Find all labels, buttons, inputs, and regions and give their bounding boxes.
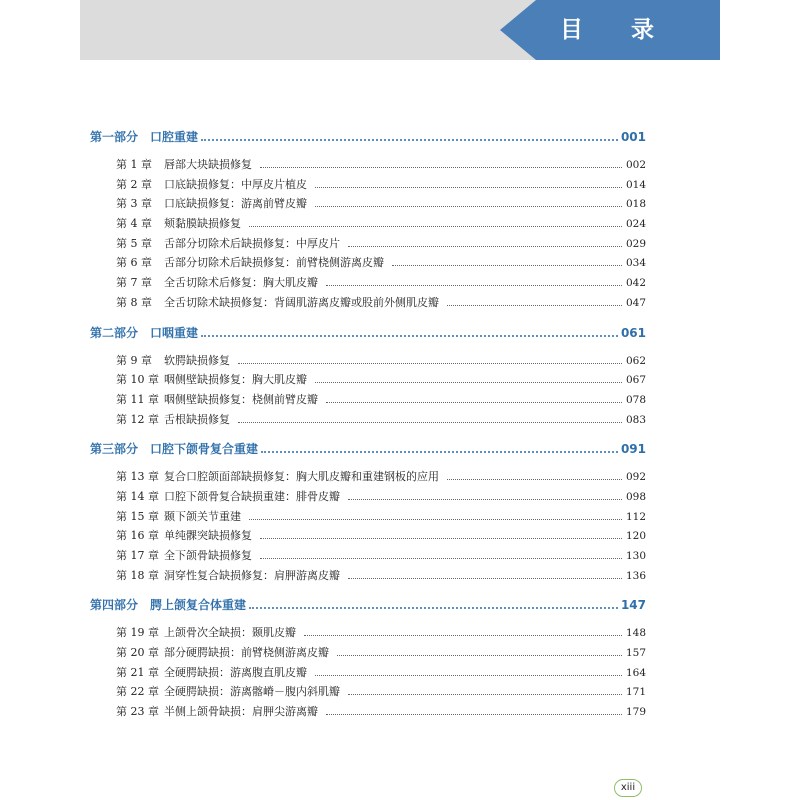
chapter-number: 第 14 章: [116, 489, 159, 503]
chapter-number: 第 22 章: [116, 685, 159, 699]
chapter-number: 第 1 章: [116, 158, 152, 171]
part-number: 第三部分: [90, 442, 139, 457]
chapter-entry[interactable]: [116, 643, 646, 663]
chapter-number: 第 3 章: [116, 197, 152, 211]
chapter-page: 098: [625, 490, 646, 503]
chapter-page: 157: [625, 647, 646, 660]
chapter-number: 第 4 章: [116, 217, 152, 231]
part-heading[interactable]: [90, 596, 646, 618]
dot-leader: [249, 519, 622, 520]
chapter-page: 067: [625, 374, 646, 387]
dot-leader: [260, 167, 622, 168]
chapter-page: 047: [625, 296, 646, 309]
dot-leader: [326, 714, 622, 715]
dot-leader: [249, 226, 622, 227]
dot-leader: [260, 558, 622, 559]
part-title: 腭上颌复合体重建: [150, 598, 247, 613]
chapter-page: 092: [625, 471, 646, 484]
dot-leader: [348, 246, 622, 247]
chapter-title: 复合口腔颌面部缺损修复：胸大肌皮瓣和重建钢板的应用: [164, 470, 439, 484]
part-heading[interactable]: [90, 440, 646, 462]
chapter-number: 第 17 章: [116, 549, 159, 562]
chapter-entry[interactable]: [116, 370, 646, 390]
part-heading[interactable]: [90, 324, 646, 346]
chapter-title: 舌部分切除术后缺损修复：中厚皮片: [164, 236, 340, 250]
chapter-list: [116, 155, 646, 313]
chapter-page: 171: [625, 686, 646, 699]
chapter-entry[interactable]: [116, 623, 646, 643]
chapter-page: 002: [625, 159, 646, 171]
chapter-title: 舌根缺损修复: [164, 412, 230, 426]
chapter-number: 第 13 章: [116, 470, 159, 484]
chapter-entry[interactable]: [116, 253, 646, 273]
chapter-number: 第 7 章: [116, 276, 152, 290]
chapter-number: 第 12 章: [116, 412, 159, 426]
part-title: 口腔重建: [150, 130, 199, 144]
chapter-title: 全硬腭缺损：游离髂嵴－腹内斜肌瓣: [164, 685, 340, 699]
dot-leader: [201, 139, 618, 141]
chapter-number: 第 19 章: [116, 626, 159, 640]
dot-leader: [315, 675, 622, 676]
chapter-entry[interactable]: [116, 214, 646, 234]
chapter-number: 第 6 章: [116, 256, 152, 270]
dot-leader: [201, 335, 618, 337]
part-page: 147: [620, 598, 646, 613]
dot-leader: [238, 363, 622, 364]
table-of-contents: [90, 128, 646, 733]
chapter-entry[interactable]: [116, 273, 646, 293]
chapter-number: 第 11 章: [116, 392, 159, 406]
part-page: 091: [620, 442, 646, 457]
dot-leader: [337, 655, 622, 656]
chapter-title: 咽侧壁缺损修复：胸大肌皮瓣: [164, 373, 307, 387]
chapter-number: 第 23 章: [116, 705, 159, 719]
chapter-page: 034: [625, 257, 646, 270]
chapter-page: 029: [625, 237, 646, 250]
chapter-title: 咽侧壁缺损修复：桡侧前臂皮瓣: [164, 392, 318, 406]
dot-leader: [315, 206, 622, 207]
chapter-title: 洞穿性复合缺损修复：肩胛游离皮瓣: [164, 568, 340, 582]
page-number-badge: xiii: [614, 779, 642, 797]
chapter-page: 042: [625, 277, 646, 290]
dot-leader: [326, 285, 622, 286]
chapter-number: 第 18 章: [116, 568, 159, 582]
chapter-title: 上颌骨次全缺损：颞肌皮瓣: [164, 626, 296, 640]
part-page: 001: [620, 130, 646, 144]
chapter-page: 112: [625, 510, 646, 523]
chapter-entry[interactable]: [116, 546, 646, 566]
chapter-page: 083: [625, 413, 646, 426]
chapter-title: 口底缺损修复：游离前臂皮瓣: [164, 197, 307, 211]
chapter-entry[interactable]: [116, 507, 646, 527]
chapter-page: 062: [625, 354, 646, 367]
chapter-title: 软腭缺损修复: [164, 353, 230, 367]
dot-leader: [447, 305, 622, 306]
chapter-entry[interactable]: [116, 566, 646, 586]
chapter-number: 第 20 章: [116, 646, 159, 660]
chapter-page: 014: [625, 178, 646, 191]
part-page: 061: [620, 325, 646, 340]
chapter-entry[interactable]: [116, 351, 646, 371]
chapter-page: 120: [625, 530, 646, 543]
dot-leader: [348, 578, 622, 579]
chapter-entry[interactable]: [116, 467, 646, 487]
part-title: 口咽重建: [150, 325, 199, 340]
part-number: 第四部分: [90, 598, 139, 613]
chapter-page: 148: [625, 627, 646, 640]
chapter-number: 第 2 章: [116, 177, 152, 191]
chapter-entry[interactable]: [116, 487, 646, 507]
dot-leader: [348, 694, 622, 695]
chapter-entry[interactable]: [116, 410, 646, 430]
chapter-title: 部分硬腭缺损：前臂桡侧游离皮瓣: [164, 646, 329, 660]
chapter-page: 024: [625, 218, 646, 231]
chapter-entry[interactable]: [116, 234, 646, 254]
part-title: 口腔下颌骨复合重建: [150, 442, 259, 457]
chapter-number: 第 8 章: [116, 295, 152, 309]
chapter-title: 口底缺损修复：中厚皮片植皮: [164, 177, 307, 191]
chapter-entry[interactable]: [116, 682, 646, 702]
page-title: 目 录: [560, 17, 675, 43]
dot-leader: [238, 422, 622, 423]
chapter-list: [116, 467, 646, 585]
dot-leader: [249, 607, 618, 609]
dot-leader: [392, 265, 622, 266]
chapter-number: 第 5 章: [116, 236, 152, 250]
chapter-title: 全硬腭缺损：游离腹直肌皮瓣: [164, 665, 307, 679]
chapter-number: 第 16 章: [116, 529, 159, 543]
chapter-entry[interactable]: [116, 194, 646, 214]
chapter-entry[interactable]: [116, 175, 646, 195]
chapter-title: 全舌切除术缺损修复：背阔肌游离皮瓣或股前外侧肌皮瓣: [164, 295, 439, 309]
chapter-title: 口腔下颌骨复合缺损重建：腓骨皮瓣: [164, 489, 340, 503]
chapter-number: 第 9 章: [116, 353, 152, 367]
part-number: 第一部分: [90, 130, 139, 144]
chapter-title: 全舌切除术后修复：胸大肌皮瓣: [164, 276, 318, 290]
chapter-entry[interactable]: [116, 702, 646, 722]
chapter-entry[interactable]: [116, 526, 646, 546]
dot-leader: [348, 499, 622, 500]
chapter-list: [116, 351, 646, 430]
chapter-title: 全下颌骨缺损修复: [164, 549, 252, 562]
dot-leader: [260, 538, 622, 539]
dot-leader: [304, 635, 622, 636]
chapter-title: 单纯髁突缺损修复: [164, 529, 252, 543]
chapter-number: 第 10 章: [116, 373, 159, 387]
chapter-page: 136: [625, 569, 646, 582]
chapter-entry[interactable]: [116, 155, 646, 175]
dot-leader: [261, 451, 618, 453]
chapter-page: 179: [625, 706, 646, 719]
dot-leader: [326, 402, 622, 403]
chapter-page: 130: [625, 550, 646, 562]
dot-leader: [315, 187, 622, 188]
chapter-title: 半侧上颌骨缺损：肩胛尖游离瓣: [164, 705, 318, 719]
chapter-page: 164: [625, 666, 646, 679]
chapter-entry[interactable]: [116, 663, 646, 683]
chapter-title: 舌部分切除术后缺损修复：前臂桡侧游离皮瓣: [164, 256, 384, 270]
chapter-list: [116, 623, 646, 721]
chapter-number: 第 15 章: [116, 509, 159, 523]
dot-leader: [315, 382, 622, 383]
chapter-page: 078: [625, 393, 646, 406]
chapter-page: 018: [625, 198, 646, 211]
chapter-title: 颞下颌关节重建: [164, 509, 241, 523]
chapter-title: 唇部大块缺损修复: [164, 158, 252, 171]
dot-leader: [447, 479, 622, 480]
chapter-title: 颊黏膜缺损修复: [164, 217, 241, 231]
part-number: 第二部分: [90, 325, 139, 340]
chapter-number: 第 21 章: [116, 665, 159, 679]
chapter-entry[interactable]: [116, 293, 646, 313]
part-heading[interactable]: [90, 128, 646, 150]
chapter-entry[interactable]: [116, 390, 646, 410]
